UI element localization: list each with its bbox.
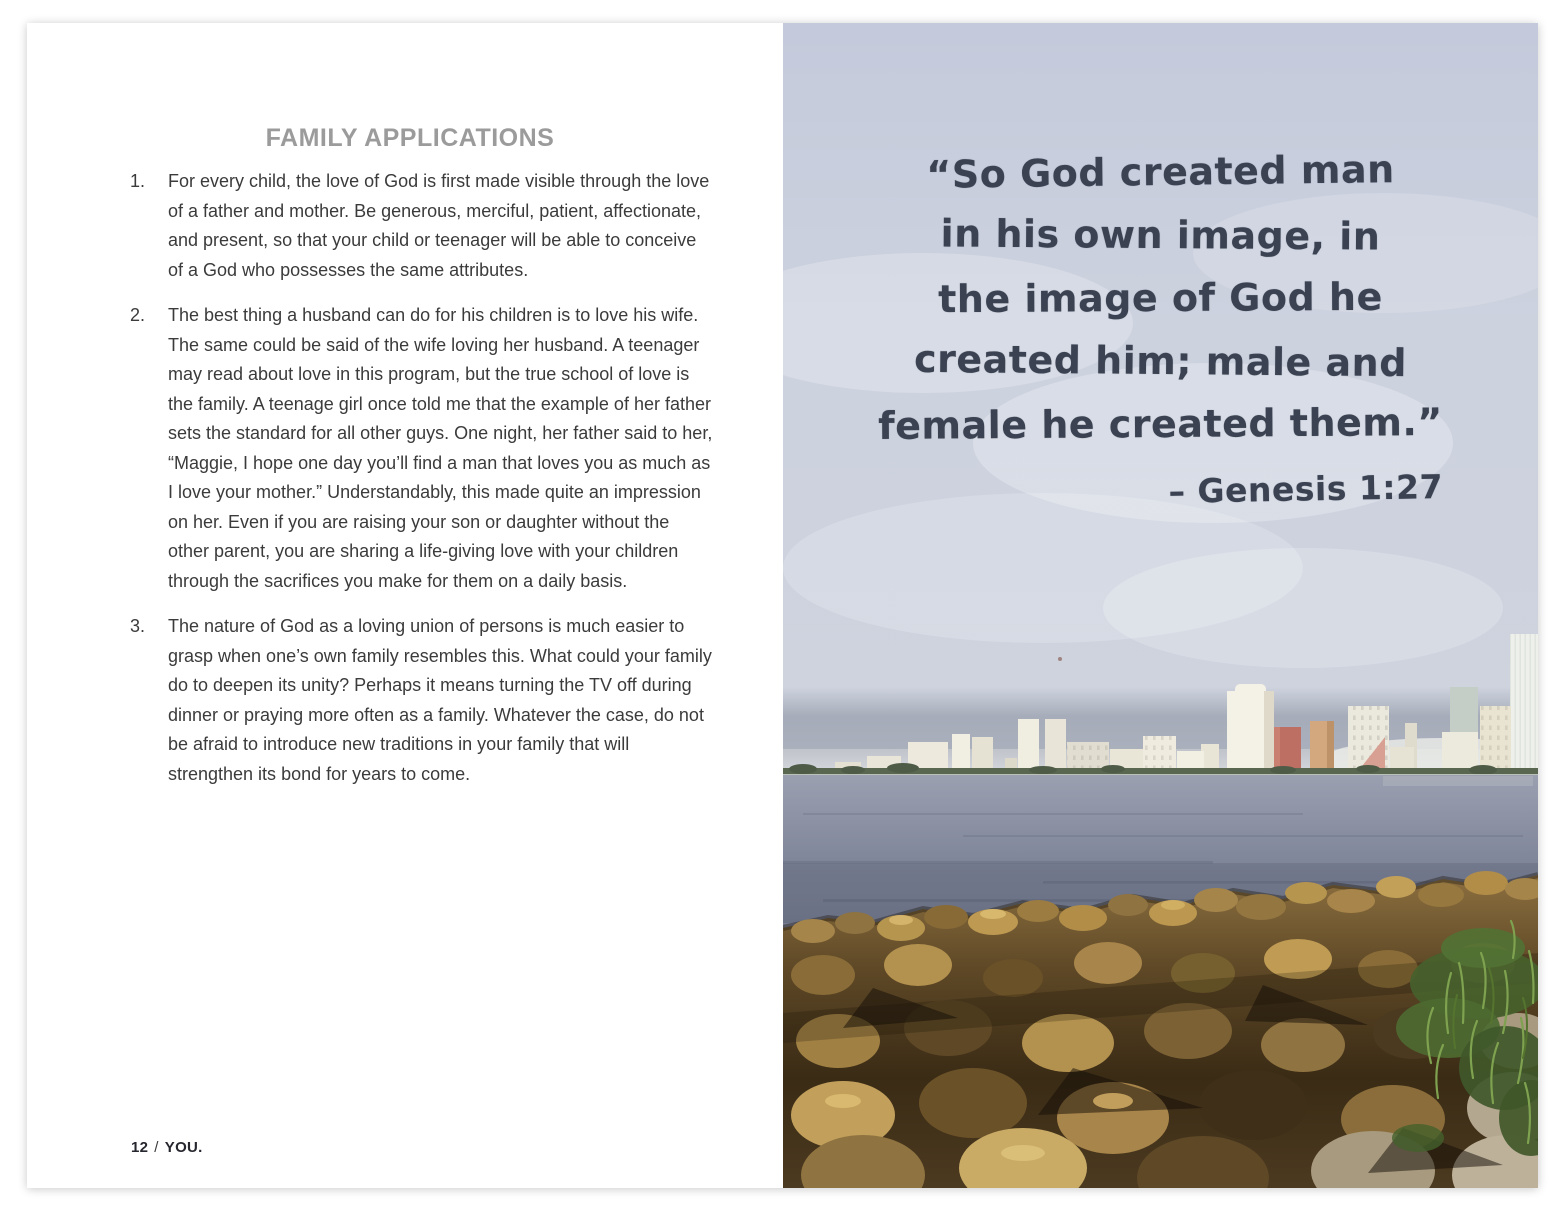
- list-item-number: 3.: [130, 616, 146, 636]
- scripture-quote: [783, 141, 1538, 523]
- left-page: [27, 23, 783, 1188]
- list-item-number: 2.: [130, 305, 146, 325]
- list-item-number: 1.: [130, 171, 146, 191]
- photo-page: [783, 23, 1538, 1188]
- bird-speck: [1058, 657, 1062, 661]
- list-item: [130, 301, 730, 596]
- quote-line: in his own image, in: [940, 211, 1381, 259]
- page-title: FAMILY APPLICATIONS: [265, 124, 555, 152]
- footer-separator: /: [154, 1139, 159, 1156]
- list-item-text: The nature of God as a loving union of persons is much easier to grasp when one’s own family resembles this. What could your family do to deepen its unity? Perhaps it means turning the TV off during dinner or praying more often as a family. Whatever the case, do not be afraid to introduce new traditions in your family that will strengthen its bond for years to come.: [168, 616, 712, 784]
- page-footer: [131, 1139, 203, 1156]
- list-item: [130, 612, 730, 789]
- quote-line: created him; male and: [913, 336, 1408, 386]
- quote-line: female he created them.”: [878, 400, 1443, 448]
- quote-attribution: – Genesis 1:27: [1168, 467, 1444, 511]
- list-item: [130, 167, 730, 285]
- list-item-text: The best thing a husband can do for his children is to love his wife. The same could be said of the wife loving her husband. A teenager may read about love in this program, but the true school of love is the family. A teenage girl once told me that the example of her father sets the standard for all other guys. One night, her father said to her, “Maggie, I hope one day you’ll find a man that loves you as much as I love your mother.” Understandably, this made quite an impression on her. Even if you are raising your son or daughter without the other parent, you are sharing a life-giving love with your children through the sacrifices you make for them on a daily basis.: [168, 305, 713, 591]
- book-title: YOU.: [164, 1139, 203, 1156]
- family-applications-list: [130, 167, 730, 789]
- book-page-spread: [27, 23, 1538, 1188]
- quote-line: “So God created man: [926, 147, 1395, 197]
- page-number: 12: [131, 1139, 149, 1156]
- quote-line: the image of God he: [938, 274, 1383, 322]
- list-item-text: For every child, the love of God is first made visible through the love of a father and mother. Be generous, merciful, patient, affectionate, and present, so that your child or teenager will be able to conceive of a God who possesses the same attributes.: [168, 171, 710, 280]
